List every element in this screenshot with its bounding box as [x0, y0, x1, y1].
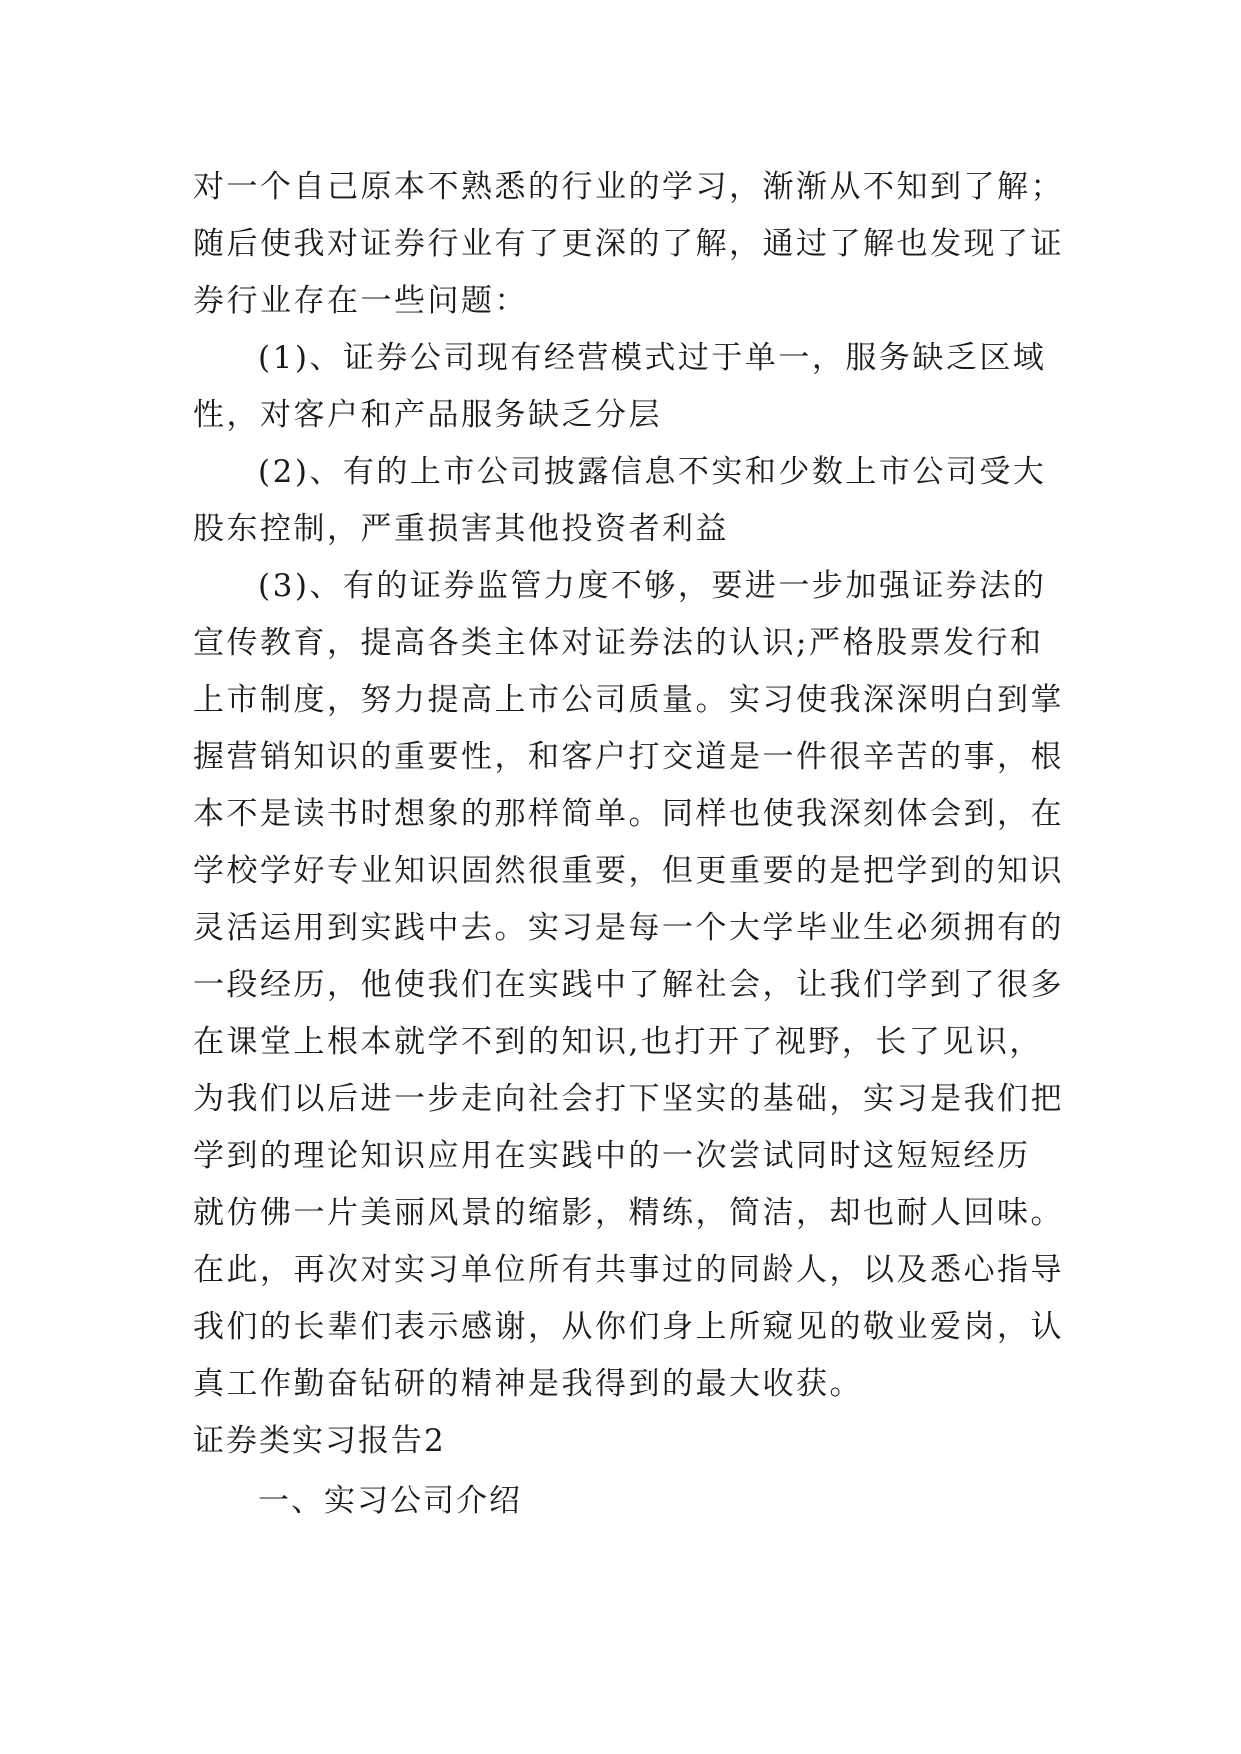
- body-line: 随后使我对证券行业有了更深的了解，通过了解也发现了证: [193, 226, 1064, 262]
- body-line: 学到的理论知识应用在实践中的一次尝试同时这短短经历: [193, 1138, 1031, 1174]
- body-line: 上市制度，努力提高上市公司质量。实习使我深深明白到掌: [193, 682, 1064, 718]
- body-line: 为我们以后进一步走向社会打下坚实的基础，实习是我们把: [193, 1081, 1064, 1117]
- body-line: 我们的长辈们表示感谢，从你们身上所窥见的敬业爱岗，认: [193, 1309, 1064, 1345]
- body-line: 灵活运用到实践中去。实习是每一个大学毕业生必须拥有的: [193, 910, 1064, 946]
- body-line: 一段经历，他使我们在实践中了解社会，让我们学到了很多: [193, 967, 1064, 1003]
- body-line: 性，对客户和产品服务缺乏分层: [193, 397, 662, 433]
- body-line: 真工作勤奋钻研的精神是我得到的最大收获。: [193, 1366, 863, 1402]
- body-line: 握营销知识的重要性，和客户打交道是一件很辛苦的事，根: [193, 739, 1064, 775]
- subsection-title: 一、实习公司介绍: [258, 1483, 522, 1519]
- body-line: 学校学好专业知识固然很重要，但更重要的是把学到的知识: [193, 853, 1064, 889]
- body-line: 在课堂上根本就学不到的知识,也打开了视野，长了见识，: [193, 1024, 1043, 1060]
- body-line: 就仿佛一片美丽风景的缩影，精练，简洁，却也耐人回味。: [193, 1195, 1064, 1231]
- body-line: 券行业存在一些问题：: [193, 283, 528, 319]
- list-item-2-line: (2)、有的上市公司披露信息不实和少数上市公司受大: [258, 454, 1047, 490]
- list-item-1-line: (1)、证券公司现有经营模式过于单一，服务缺乏区域: [258, 340, 1047, 376]
- body-line: 宣传教育，提高各类主体对证券法的认识;严格股票发行和: [193, 625, 1044, 661]
- body-line: 对一个自己原本不熟悉的行业的学习，渐渐从不知到了解；: [193, 169, 1064, 205]
- body-line: 本不是读书时想象的那样简单。同样也使我深刻体会到，在: [193, 796, 1064, 832]
- body-line: 股东控制，严重损害其他投资者利益: [193, 511, 729, 547]
- list-item-3-line: (3)、有的证券监管力度不够，要进一步加强证券法的: [258, 568, 1047, 604]
- section-title: 证券类实习报告2: [193, 1423, 446, 1459]
- body-line: 在此，再次对实习单位所有共事过的同龄人，以及悉心指导: [193, 1252, 1064, 1288]
